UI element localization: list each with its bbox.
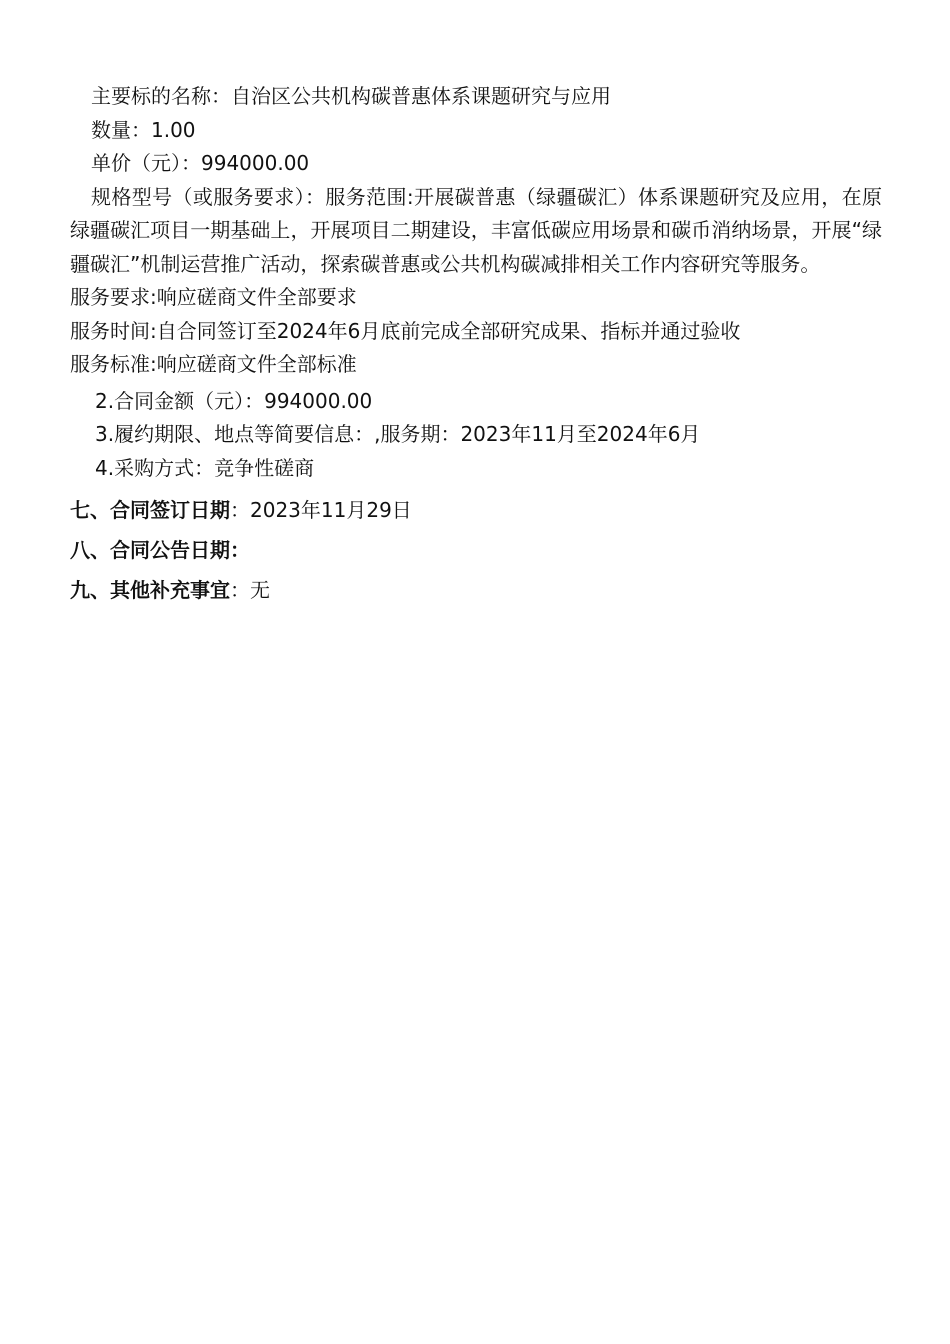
item-name-value: 自治区公共机构碳普惠体系课题研究与应用	[231, 84, 611, 108]
service-time: 服务时间:自合同签订至2024年6月底前完成全部研究成果、指标并通过验收	[70, 318, 741, 343]
procurement-method-row	[70, 452, 882, 486]
item-unit-price-row	[70, 147, 882, 181]
item-spec-label: 规格型号（或服务要求）：	[91, 184, 326, 209]
other-matters-label: 九、其他补充事宜	[70, 578, 230, 602]
contract-details	[70, 80, 882, 605]
contract-term-label: 3.履约期限、地点等简要信息：	[95, 422, 375, 446]
item-spec-paragraph	[70, 181, 882, 282]
service-requirement: 服务要求:响应磋商文件全部要求	[70, 285, 357, 309]
item-quantity-value: 1.00	[151, 117, 196, 142]
procurement-method-value: 竞争性磋商	[214, 455, 315, 480]
item-name-row	[70, 80, 882, 114]
procurement-method-label: 4.采购方式：	[95, 455, 215, 480]
other-matters-value: ：无	[230, 578, 270, 602]
service-standard: 服务标准:响应磋商文件全部标准	[70, 352, 357, 376]
item-spec-value: 服务范围:开展碳普惠（绿疆碳汇）体系课题研究及应用，在原绿疆碳汇项目一期基础上，开展项目二期建设，丰富低碳应用场景和碳币消纳场景，开展“绿疆碳汇”机制运营推广活动，探索碳普惠或公共机构碳减排相关工作内容研究等服务。	[70, 184, 882, 276]
section-other-matters	[70, 575, 882, 605]
contract-amount-label: 2.合同金额（元）：	[95, 388, 265, 413]
item-quantity-label: 数量：	[91, 117, 151, 142]
signing-date-value: ：2023年11月29日	[230, 498, 412, 522]
contract-amount-value: 994000.00	[264, 388, 373, 413]
item-unit-price-value: 994000.00	[201, 151, 310, 175]
signing-date-label: 七、合同签订日期	[70, 498, 230, 522]
item-quantity-row	[70, 114, 882, 148]
item-unit-price-label: 单价（元）：	[91, 151, 201, 175]
section-announce-date	[70, 535, 882, 565]
contract-term-value: ,服务期：2023年11月至2024年6月	[374, 422, 701, 446]
section-signing-date	[70, 495, 882, 525]
announce-date-label: 八、合同公告日期：	[70, 538, 250, 562]
contract-term-row	[70, 418, 882, 452]
item-name-label: 主要标的名称：	[91, 84, 231, 108]
contract-amount-row	[70, 385, 882, 419]
